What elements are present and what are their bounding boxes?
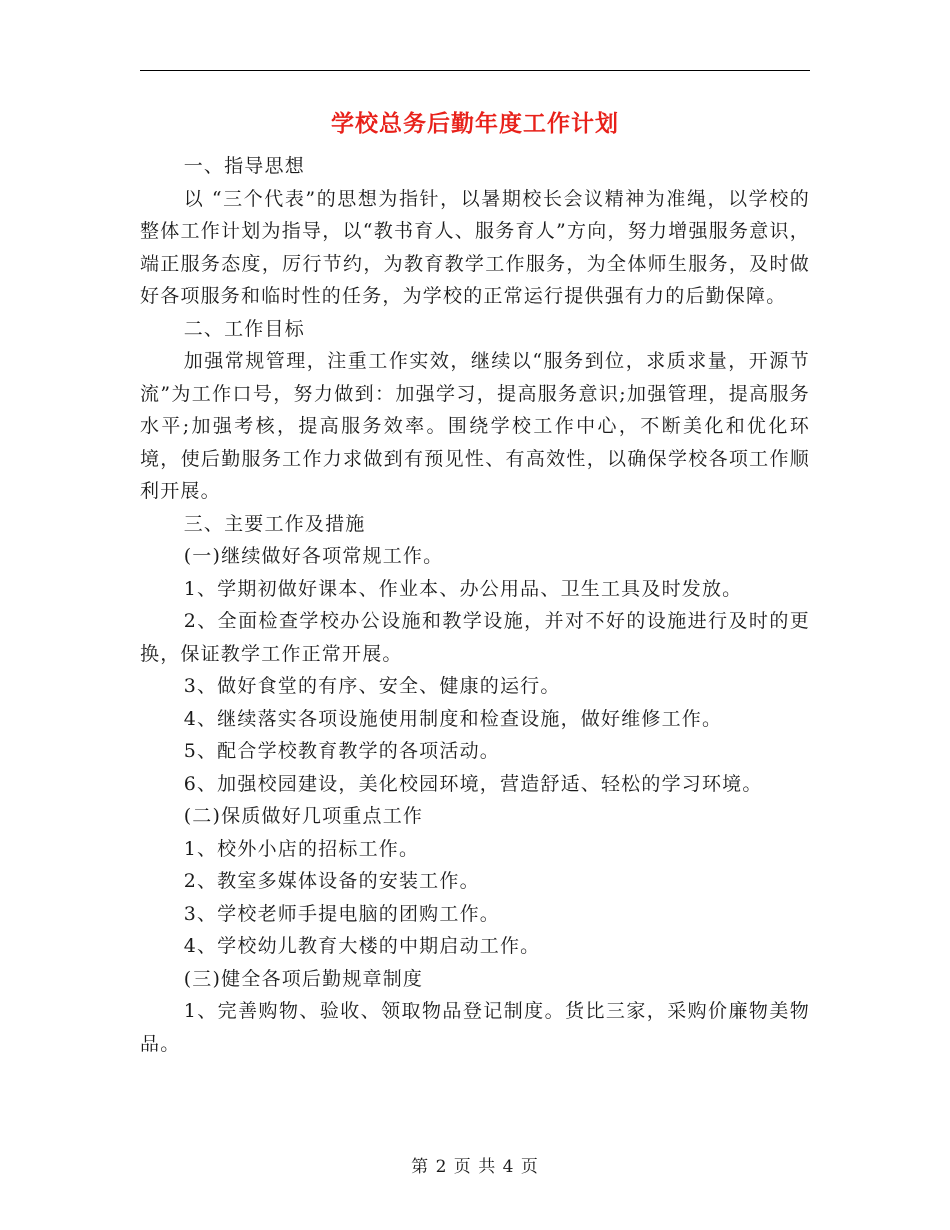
list-item: 2、教室多媒体设备的安装工作。 [183, 870, 480, 892]
list-item: 3、做好食堂的有序、安全、健康的运行。 [183, 675, 561, 697]
section-heading: 二、工作目标 [183, 317, 305, 340]
list-item: 5、配合学校教育教学的各项活动。 [183, 740, 500, 762]
list-item: 1、完善购物、验收、领取物品登记制度。货比三家，采购价廉物美物品。 [140, 1000, 810, 1055]
list-item: 1、学期初做好课本、作业本、办公用品、卫生工具及时发放。 [183, 577, 743, 600]
subsection-heading: (二)保质做好几项重点工作 [183, 805, 424, 827]
subsection-heading: (一)继续做好各项常规工作。 [183, 545, 444, 567]
document-title: 学校总务后勤年度工作计划 [331, 111, 619, 137]
list-item: 3、学校老师手提电脑的团购工作。 [183, 902, 500, 925]
list-item: 2、全面检查学校办公设施和教学设施，并对不好的设施进行及时的更换，保证教学工作正常开展。 [140, 610, 810, 665]
paragraph: 加强常规管理，注重工作实效，继续以“服务到位，求质求量，开源节流”为工作口号，努力做到：加强学习，提高服务意识;加强管理，提高服务水平;加强考核，提高服务效率。围绕学校工作中心，不断美化和优化环境，使后勤服务工作力求做到有预见性、有高效性，以确保学校各项工作顺利开展。 [140, 350, 810, 502]
section-heading: 三、主要工作及措施 [183, 512, 366, 535]
list-item: 4、学校幼儿教育大楼的中期启动工作。 [183, 935, 541, 957]
paragraph: 以 “三个代表”的思想为指针，以暑期校长会议精神为准绳，以学校的整体工作计划为指导，以“教书育人、服务育人”方向，努力增强服务意识，端正服务态度，厉行节约，为教育教学工作服务，为全体师生服务，及时做好各项服务和临时性的任务，为学校的正常运行提供强有力的后勤保障。 [140, 187, 810, 307]
section-heading: 一、指导思想 [183, 155, 305, 177]
list-item: 1、校外小店的招标工作。 [183, 837, 420, 860]
subsection-heading: (三)健全各项后勤规章制度 [183, 967, 424, 990]
page-footer: 第 2 页 共 4 页 [411, 1157, 539, 1177]
list-item: 4、继续落实各项设施使用制度和检查设施，做好维修工作。 [183, 707, 723, 730]
header-rule [140, 70, 810, 71]
list-item: 6、加强校园建设，美化校园环境，营造舒适、轻松的学习环境。 [183, 772, 763, 795]
document-body [140, 150, 810, 1060]
